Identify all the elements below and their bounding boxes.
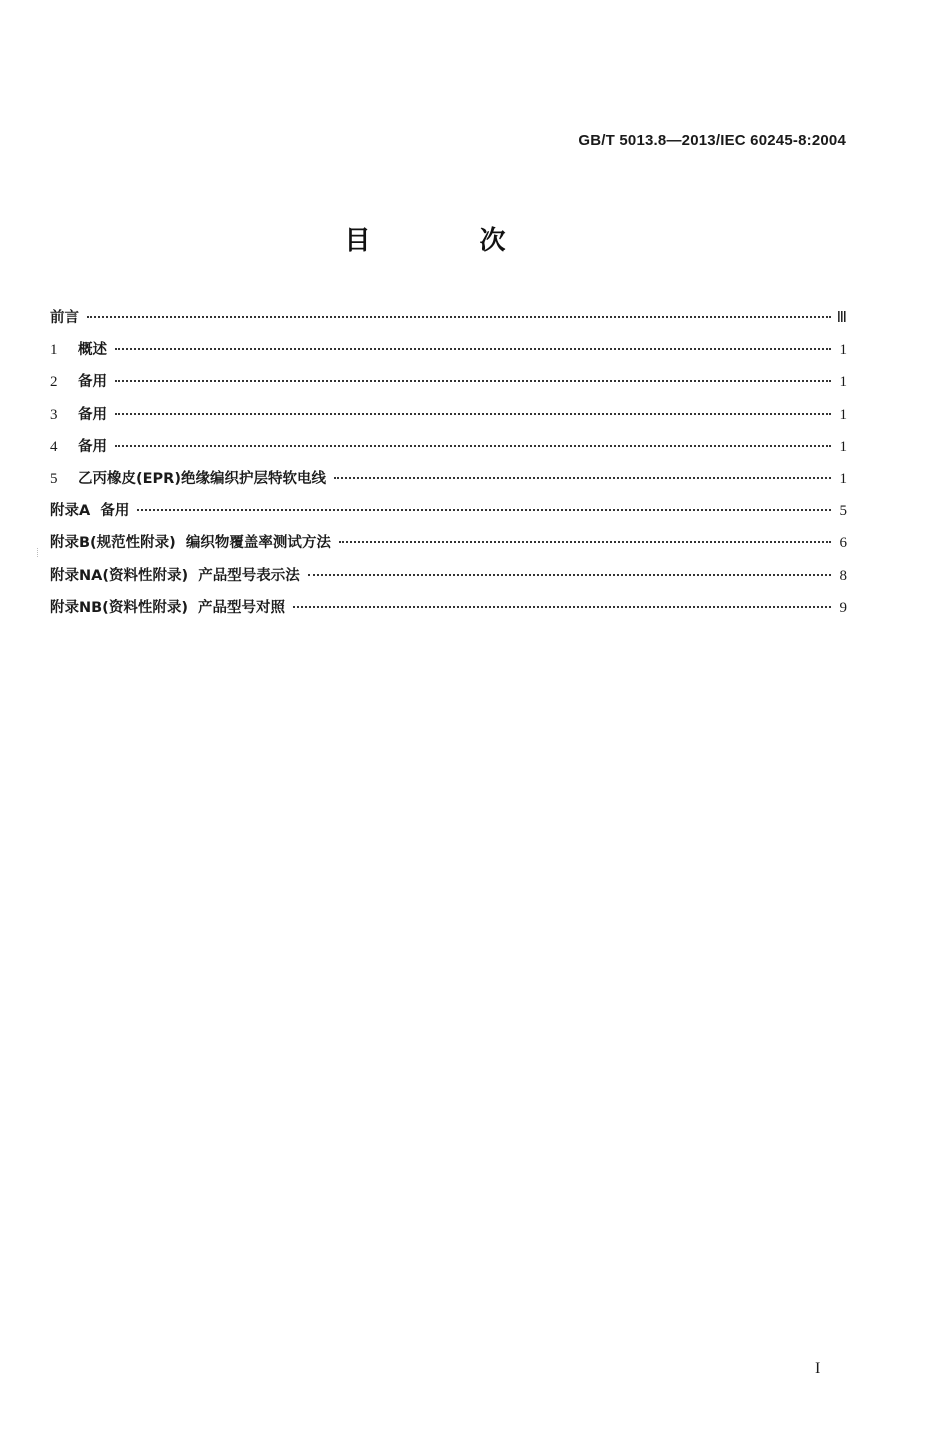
- toc-entry-page: 6: [839, 535, 847, 552]
- toc-entry-page: 1: [839, 470, 847, 487]
- toc-entry-label: 乙丙橡皮(EPR)绝缘编织护层特软电线: [78, 470, 326, 487]
- toc-entry-number: 5: [50, 470, 58, 487]
- toc-entry-foreword[interactable]: [50, 307, 847, 339]
- toc-entry-page: 1: [839, 406, 847, 423]
- toc-entry-label: 备用: [78, 438, 107, 455]
- dot-leader: [115, 445, 831, 447]
- toc-entry-label: 附录B(规范性附录) 编织物覆盖率测试方法: [50, 535, 331, 552]
- dot-leader: [293, 606, 831, 608]
- toc-entry-page: 9: [839, 599, 847, 616]
- toc-entry-page: 5: [839, 503, 847, 520]
- toc-entry-page: 1: [839, 342, 847, 359]
- dot-leader: [115, 348, 831, 350]
- page-number: I: [815, 1360, 821, 1377]
- standard-code: GB/T 5013.8—2013/IEC 60245-8:2004: [578, 132, 846, 149]
- toc-entry-label: 附录NB(资料性附录) 产品型号对照: [50, 599, 286, 616]
- toc-entry-annex-a[interactable]: [50, 500, 847, 532]
- toc-entry-label: 附录NA(资料性附录) 产品型号表示法: [50, 567, 300, 584]
- toc-entry-page: Ⅲ: [836, 310, 847, 326]
- toc-entry-label: 附录A 备用: [50, 503, 130, 520]
- toc-entry-page: 1: [839, 438, 847, 455]
- toc-entry-4[interactable]: [50, 436, 847, 468]
- toc-entry-2[interactable]: [50, 371, 847, 403]
- toc-entry-label: 备用: [78, 374, 107, 391]
- toc-entry-page: 8: [839, 567, 847, 584]
- dot-leader: [308, 574, 831, 576]
- toc-entry-number: 4: [50, 438, 58, 455]
- dot-leader: [115, 380, 831, 382]
- toc-entry-annex-na[interactable]: [50, 565, 847, 597]
- scan-speck: [37, 548, 41, 557]
- dot-leader: [339, 541, 831, 543]
- toc-entry-number: 3: [50, 406, 58, 423]
- toc-entry-page: 1: [839, 374, 847, 391]
- toc-entry-1[interactable]: [50, 339, 847, 371]
- toc-entry-number: 1: [50, 342, 58, 359]
- toc-entry-5[interactable]: [50, 468, 847, 500]
- toc-entry-3[interactable]: [50, 404, 847, 436]
- dot-leader: [334, 477, 831, 479]
- toc-entry-label: 概述: [78, 342, 107, 359]
- toc-entry-label: 前言: [50, 310, 79, 326]
- toc-entry-number: 2: [50, 374, 58, 391]
- toc-entry-label: 备用: [78, 406, 107, 423]
- toc-entry-annex-nb[interactable]: [50, 597, 847, 629]
- toc-list: [50, 307, 847, 629]
- toc-title: 目 次: [344, 226, 556, 256]
- dot-leader: [87, 316, 831, 318]
- toc-entry-annex-b[interactable]: [50, 532, 847, 564]
- dot-leader: [137, 509, 831, 511]
- dot-leader: [115, 413, 831, 415]
